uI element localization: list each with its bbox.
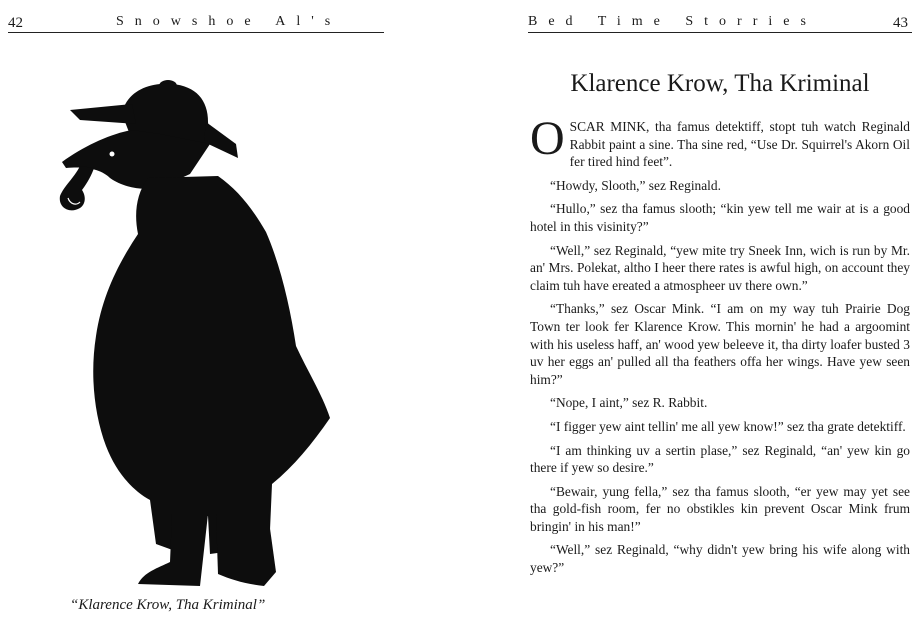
paragraph: “Thanks,” sez Oscar Mink. “I am on my way tuh Prairie Dog Town ter look fer Klarence Krow. This mornin' he had a argoomint with his useless haff, an' wood yew beleeve it, tha dirty loafer busted 3 uv her eggs an' pulled all tha feathers offa her wings. Have yew seen him?”: [530, 301, 910, 387]
right-running-head: [528, 6, 912, 30]
story-body: [530, 112, 910, 583]
paragraph: “Howdy, Slooth,” sez Reginald.: [550, 177, 721, 193]
paragraph: “Well,” sez Reginald, “why didn't yew bring his wife along with yew?”: [530, 542, 910, 576]
paragraph: “I am thinking uv a sertin plase,” sez Reginald, “an' yew kin go there if yew so desire.”: [530, 442, 910, 476]
left-running-head-text: Snowshoe Al's: [116, 14, 342, 29]
left-page-number: 42: [8, 15, 23, 31]
story-title: Klarence Krow, Tha Kriminal: [570, 70, 870, 97]
paragraph: “Well,” sez Reginald, “yew mite try Sneek Inn, wich is run by Mr. an' Mrs. Polekat, altho I heer there rates is awful high, on account they claim tuh have ereated a atmospheer uv there own.”: [530, 242, 910, 293]
right-page-number: 43: [893, 15, 908, 31]
left-running-head: [8, 6, 384, 30]
right-running-head-text: Bed Time Storries: [528, 14, 817, 29]
paragraph-text: SCAR MINK, tha famus detektiff, stopt tuh watch Reginald Rabbit paint a sine. Tha sine red, “Use Dr. Squirrel's Akorn Oil fer tired hind feet”.: [569, 119, 910, 170]
paragraph: “Hullo,” sez tha famus slooth; “kin yew tell me wair at is a good hotel in this visinity?”: [530, 201, 910, 234]
paragraph: [530, 112, 910, 171]
illustration-caption: “Klarence Krow, Tha Kriminal”: [70, 597, 266, 613]
paragraph: “I figger yew aint tellin' me all yew know!” sez tha grate detektiff.: [550, 418, 906, 434]
left-page: [0, 0, 392, 644]
crow-silhouette-illustration: [40, 74, 350, 594]
right-page: [520, 0, 920, 644]
left-head-rule: [8, 32, 384, 33]
paragraph: “Nope, I aint,” sez R. Rabbit.: [550, 395, 708, 411]
drop-cap: O: [530, 112, 565, 165]
paragraph: “Bewair, yung fella,” sez tha famus slooth, “er yew may yet see tha gold-fish room, fer no obstikles kin prevent Oscar Mink frum bringin' in his man!”: [530, 483, 910, 534]
right-head-rule: [528, 32, 912, 33]
